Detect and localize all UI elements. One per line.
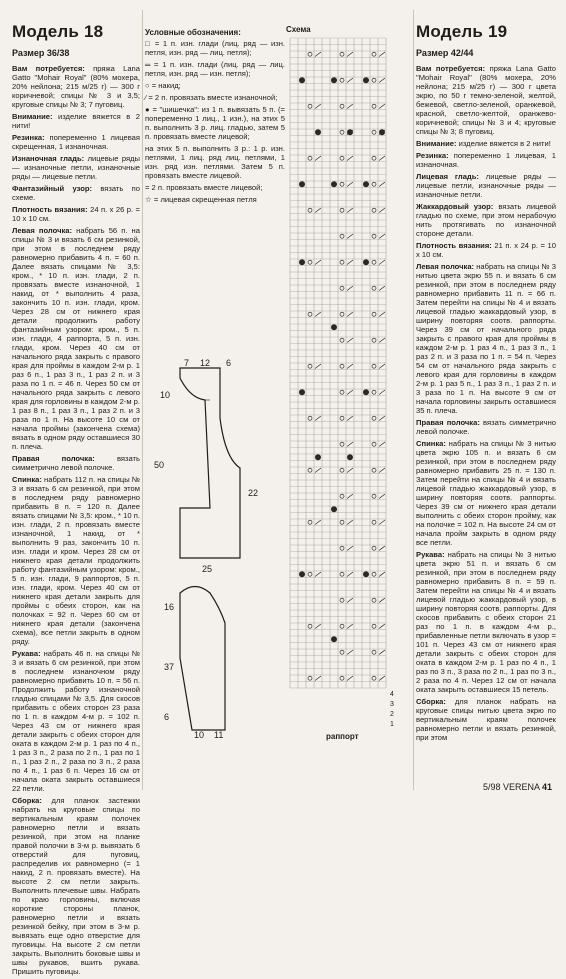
right-front-label: Правая полочка:: [416, 418, 480, 427]
row-label: 2: [390, 711, 394, 718]
decrease-symbol: [315, 676, 321, 681]
decrease-symbol: [379, 416, 385, 421]
bobble-symbol: [331, 77, 337, 83]
yarn-over-symbol: [372, 234, 376, 238]
dim-label: 11: [214, 730, 224, 738]
yarn-over-symbol: [340, 156, 344, 160]
yarn-over-symbol: [372, 650, 376, 654]
decrease-symbol: [379, 208, 385, 213]
yarn-over-symbol: [340, 52, 344, 56]
yarn-over-symbol: [340, 598, 344, 602]
yarn-over-symbol: [372, 156, 376, 160]
rib-text: попеременно 1 лицевая скрещенная, 1 изнаночная.: [12, 133, 140, 151]
purl-text: лицевые ряды — изнаночные петли, изнаночные ряды — лицевые петли.: [12, 154, 140, 181]
yarn-over-symbol: [372, 208, 376, 212]
materials-text: пряжа Lana Gatto "Mohair Royal" (80% мохера, 20% нейлона; 215 м/25 г) — 300 г коричневой; спицы № 3 и 3,5; круговые спицы № 3; 7 пуговиц.: [12, 64, 140, 109]
decrease-symbol: [315, 52, 321, 57]
vest-schematic: [180, 368, 240, 558]
decrease-symbol: [379, 156, 385, 161]
dim-label: 10: [194, 730, 205, 738]
decrease-symbol: [347, 156, 353, 161]
right-front-label: Правая полочка:: [12, 454, 95, 463]
yarn-over-symbol: [340, 286, 344, 290]
decrease-symbol: [347, 182, 353, 187]
legend-item: = 2 п. провязать вместе лицевой;: [145, 183, 263, 192]
dim-label: 37: [164, 662, 175, 672]
yarn-over-symbol: [340, 520, 344, 524]
decrease-symbol: [379, 546, 385, 551]
decrease-symbol: [379, 650, 385, 655]
yarn-over-symbol: [340, 572, 344, 576]
decrease-symbol: [315, 364, 321, 369]
note-text: изделие вяжется в 2 нити!: [12, 112, 140, 130]
yarn-over-symbol: [308, 520, 312, 524]
model-19-size: Размер 42/44: [416, 48, 474, 58]
yarn-over-symbol: [372, 130, 376, 134]
yarn-over-symbol: [372, 260, 376, 264]
dim-label: 16: [164, 602, 175, 612]
yarn-over-symbol: [372, 312, 376, 316]
stockinette-label: Лицевая гладь:: [416, 172, 479, 181]
back-text: набрать 112 п. на спицы № 3 и вязать 6 см резинкой, при этом в последнем ряду равномерно прибавить 8 п. = 120 п. Далее вязать спицами № 3,5: кром., * 10 п. изн. глади, 2 п. провязать вместе изнаночной, 1 накид, от * выполнить 9 раз, закончить 10 п. изн. глади и кром. Через 28 см от нижнего края детали продолжить работу фантазийным узором: кром., 5 п. изн. глади, 9 раппортов, 5 п. изн. глади, кром. Через 40 см от нижнего края детали закрыть для проймы с обеих сторон, как на полочках = 92 п. Через 60 см от нижнего края детали (закончена схема), все петли закрыть в одном ряду.: [12, 475, 140, 646]
rib-label: Резинка:: [416, 151, 449, 160]
density-paragraph: [416, 241, 556, 259]
right-front-text: вязать симметрично левой полочке.: [416, 418, 556, 436]
dim-label: 10: [160, 390, 171, 400]
yarn-over-symbol: [340, 104, 344, 108]
jacquard-paragraph: [416, 202, 556, 238]
back-text: набрать на спицы № 3 нитью цвета экрю 105 п. и вязать 6 см резинкой, при этом в последнем ряду равномерно прибавить 25 п. = 130 п. Затем перейти на спицы № 4 и вязать лицевой гладью жаккардовый узор, в ширину повторяя соотв. раппорты. Через 39 см от нижнего края детали выполнить с обеих сторон пройму, как на полочке = 102 п. На высоте 24 см от начала пройм закрыть в одном ряду все петли.: [416, 439, 556, 547]
legend-item: ☆ = лицевая скрещенная петля: [145, 195, 257, 204]
yarn-over-symbol: [340, 130, 344, 134]
yarn-over-symbol: [340, 208, 344, 212]
decrease-symbol: [315, 104, 321, 109]
middle-column: [145, 0, 285, 207]
decrease-symbol: [315, 468, 321, 473]
yarn-over-symbol: [308, 416, 312, 420]
decrease-symbol: [379, 390, 385, 395]
yarn-over-symbol: [372, 442, 376, 446]
decrease-symbol: [347, 676, 353, 681]
left-front-text: набрать 56 п. на спицы № 3 и вязать 6 см резинкой, при этом в последнем ряду равномерно прибавить 4 п. = 60 п. Далее вязать спицами № 3,5: кром., * 10 п. изн. глади, 2 п. провязать вместе изнаночной, 1 накид, от * выполнить 4 раза, закончить 10 п. изн. глади, кром. Через 28 см от нижнего края детали продолжить работу фантазийным узором: кром., 5 п. изн. глади, 4 раппорта, 5 п. изн. глади, кром. Через 40 см от начального ряда закрыть с правого края для проймы в каждом 2-м р. 1 раз 6 п., 1 раз 3 п., 1 раз 2 п. и 3 раза по 1 п. = 46 п. Через 50 см от начального ряда закрыть с левого края для горловины в каждом 2-м р. 1 раз 8 п., 1 раз 3 п., 1 раз 2 п. и 3 раза по 1 п. На высоте 10 см от начала проймы (закончена схема) вязать в одном ряду оставшиеся 30 п. плеча.: [12, 226, 140, 451]
decrease-symbol: [347, 338, 353, 343]
decrease-symbol: [347, 78, 353, 83]
bobble-symbol: [363, 389, 369, 395]
density-paragraph: [12, 205, 140, 223]
yarn-over-symbol: [372, 78, 376, 82]
yarn-over-symbol: [308, 208, 312, 212]
decrease-symbol: [379, 494, 385, 499]
dim-label: 25: [202, 564, 213, 574]
yarn-over-symbol: [340, 182, 344, 186]
decrease-symbol: [347, 624, 353, 629]
sleeve-schematic: [180, 587, 225, 731]
assembly-label: Сборка:: [12, 796, 42, 805]
yarn-over-symbol: [308, 676, 312, 680]
right-front-text: вязать симметрично левой полочке.: [12, 454, 140, 472]
fancy-label: Фантазийный узор:: [12, 184, 92, 193]
decrease-symbol: [315, 624, 321, 629]
yarn-over-symbol: [340, 624, 344, 628]
stockinette-text: лицевые ряды — лицевые петли, изнаночные ряды — изнаночные петли.: [416, 172, 556, 199]
decrease-symbol: [315, 572, 321, 577]
jacquard-label: Жаккардовый узор:: [416, 202, 494, 211]
yarn-over-symbol: [372, 364, 376, 368]
legend-item: ○ = накид;: [145, 81, 181, 90]
decrease-symbol: [379, 676, 385, 681]
decrease-symbol: [347, 104, 353, 109]
yarn-over-symbol: [308, 52, 312, 56]
legend-item: ● = "шишечка": из 1 п. вывязать 5 п. (= попеременно 1 лиц., 1 изн.), на этих 5 п. выполнить 3 р. лиц. гладью, затем 5 п. провязать вместе лицевой;: [145, 105, 285, 141]
bobble-symbol: [363, 259, 369, 265]
yarn-over-symbol: [308, 260, 312, 264]
yarn-over-symbol: [340, 78, 344, 82]
yarn-over-symbol: [340, 390, 344, 394]
dim-label: 50: [154, 460, 165, 470]
model-18-size: Размер 36/38: [12, 48, 70, 58]
sleeve-text: набрать на спицы № 3 нитью цвета экрю 51 п. и вязать 6 см резинкой, при этом в последнем ряду равномерно прибавить 8 п. = 59 п. Затем перейти на спицы № 4 и вязать лицевой гладью жаккардовый узор, в ширину повторяя соотв. раппорты. Для скосов прибавить с обеих сторон 21 раз по 1 п. в каждом 4-м р., прибавленные петли включать в узор = 101 п. Через 43 см от нижнего края детали закрыть с обеих сторон для оката в каждом 2-м р. 1 раз по 4 п., 1 раз по 3 п., 3 раза по 2 п., 1 раз по 3 п., 2 раза по 4 п. Через 12 см от начала оката закрыть оставшиеся 15 петель.: [416, 550, 556, 694]
note-text: изделие вяжется в 2 нити!: [458, 139, 551, 148]
left-front-text: набрать на спицы № 3 нитью цвета экрю 55 п. и вязать 6 см резинкой, при этом в последнем ряду равномерно прибавить 11 п. = 66 п. Затем перейти на спицы № 4 и вязать лицевой гладью жаккардовый узор, в ширину повторяя соотв. раппорты. Через 39 см от начального ряда закрыть с правого края для проймы в каждом 2-м р. 1 раз 4 п., 1 раз 3 п., 1 раз 2 п. и 3 раза по 1 п. = 54 п. Через 54 см от начального ряда закрыть с левого края для горловины в каждом 2-м р. 1 раз 5 п., 1 раз 3 п., 1 раз 2 п. и 3 раза по 1 п. На высоте 9 см от начала горловины закрыть оставшиеся 35 п. плеча.: [416, 262, 556, 415]
sleeve-paragraph: [12, 649, 140, 793]
model-19-column: [416, 0, 556, 745]
dim-label: 22: [248, 488, 259, 498]
bobble-symbol: [331, 181, 337, 187]
assembly-text: для планок застежки набрать на круговые спицы по вертикальным краям полочек равномерно петли и вязать резинкой, при этом на планке правой полочки в 3-м р. вывязать 6 отверстий для пуговиц, распределив их равномерно (= 1 накид, 2 п. провязать вместе). На высоте 2 см петли закрыть. Выполнить плечевые швы. Набрать по краю горловины, включая короткие стороны планок, равномерно петли и вязать резинкой бейку, при этом в 3-м р. вывязать еще одно отверстие для пуговицы. На высоте 2 см петли закрыть. Выполнить боковые швы и швы рукавов, вшить рукава. Пришить пуговицы.: [12, 796, 140, 976]
back-label: Спинка:: [416, 439, 446, 448]
yarn-over-symbol: [340, 676, 344, 680]
yarn-over-symbol: [340, 364, 344, 368]
density-label: Плотность вязания:: [12, 205, 88, 214]
legend-item: ⁄ = 2 п. провязать вместе изнаночной;: [145, 93, 278, 102]
yarn-over-symbol: [308, 572, 312, 576]
decrease-symbol: [379, 78, 385, 83]
note-paragraph: [416, 139, 556, 148]
assembly-paragraph: [416, 697, 556, 742]
yarn-over-symbol: [308, 364, 312, 368]
decrease-symbol: [379, 182, 385, 187]
yarn-over-symbol: [340, 650, 344, 654]
decrease-symbol: [379, 260, 385, 265]
decrease-symbol: [315, 260, 321, 265]
note-paragraph: [12, 112, 140, 130]
yarn-over-symbol: [372, 624, 376, 628]
bobble-symbol: [363, 77, 369, 83]
left-front-label: Левая полочка:: [416, 262, 475, 271]
materials-paragraph: [416, 64, 556, 136]
model-18-column: [12, 0, 140, 979]
decrease-symbol: [315, 312, 321, 317]
decrease-symbol: [347, 598, 353, 603]
fancy-paragraph: [12, 184, 140, 202]
bobble-symbol: [315, 129, 321, 135]
decrease-symbol: [315, 156, 321, 161]
sleeve-text: набрать 46 п. на спицы № 3 и вязать 6 см резинкой, при этом в последнем изнаночном ряду равномерно прибавить 10 п. = 56 п. Продолжить работу изнаночной гладью спицами № 3,5. Для скосов прибавить с обеих сторон 23 раза по 1 п. в каждом 4-м р. = 102 п. Через 43 см от нижнего края детали закрыть с обеих сторон для оката в каждом 2-м р. 1 раз по 4 п., 1 раз 3 п., 2 раза по 2 п., 1 раз по 1 п., 1 раз 2 п., 2 раза по 3 п., 2 раза по 4 п., 1 раз 6 п. Через 16 см от начала оката закрыть оставшиеся 22 петли.: [12, 649, 140, 793]
decrease-symbol: [347, 312, 353, 317]
decrease-symbol: [347, 546, 353, 551]
decrease-symbol: [315, 208, 321, 213]
yarn-over-symbol: [372, 338, 376, 342]
yarn-over-symbol: [340, 338, 344, 342]
purl-paragraph: [12, 154, 140, 181]
yarn-over-symbol: [340, 312, 344, 316]
sleeve-paragraph: [416, 550, 556, 694]
decrease-symbol: [347, 494, 353, 499]
yarn-over-symbol: [372, 572, 376, 576]
back-label: Спинка:: [12, 475, 42, 484]
bobble-symbol: [299, 571, 305, 577]
sleeve-label: Рукава:: [416, 550, 445, 559]
yarn-over-symbol: [340, 468, 344, 472]
right-front-paragraph: [416, 418, 556, 436]
dim-label: 12: [200, 358, 211, 368]
knitting-chart: [286, 36, 411, 736]
materials-paragraph: [12, 64, 140, 109]
legend-title: Условные обозначения:: [145, 28, 241, 37]
decrease-symbol: [379, 364, 385, 369]
yarn-over-symbol: [372, 598, 376, 602]
note-label: Внимание:: [416, 139, 457, 148]
density-text: 24 п. x 26 р. = 10 x 10 см.: [12, 205, 140, 223]
decrease-symbol: [347, 468, 353, 473]
decrease-symbol: [379, 312, 385, 317]
yarn-over-symbol: [340, 494, 344, 498]
yarn-over-symbol: [308, 312, 312, 316]
density-label: Плотность вязания:: [416, 241, 492, 250]
decrease-symbol: [347, 260, 353, 265]
dim-label: 6: [226, 358, 232, 368]
bobble-symbol: [331, 324, 337, 330]
left-front-label: Левая полочка:: [12, 226, 73, 235]
yarn-over-symbol: [372, 182, 376, 186]
decrease-symbol: [347, 572, 353, 577]
issue-label: 5/98 VERENA: [482, 782, 540, 792]
page-footer: [483, 782, 552, 792]
decrease-symbol: [347, 286, 353, 291]
decrease-symbol: [315, 416, 321, 421]
yarn-over-symbol: [372, 286, 376, 290]
yarn-over-symbol: [308, 624, 312, 628]
dim-label: 7: [184, 358, 190, 368]
materials-text: пряжа Lana Gatto "Mohair Royal" (80% мохера, 20% нейлона; 215 м/25 г) — 300 г цвета экрю, по 50 г темно-зеленой, желтой, бежевой, светло-зеленой, оранжевой, красной, светло-желтой, оранжево-коричневой; спицы № 3 и 4; круговые спицы № 3; 8 пуговиц.: [416, 64, 556, 136]
yarn-over-symbol: [372, 520, 376, 524]
rib-paragraph: [416, 151, 556, 169]
materials-label: Вам потребуется:: [416, 64, 486, 73]
decrease-symbol: [347, 650, 353, 655]
bobble-symbol: [331, 506, 337, 512]
stockinette-paragraph: [416, 172, 556, 199]
decrease-symbol: [379, 520, 385, 525]
assembly-text: для планок набрать на круговые спицы нитью цвета экрю по вертикальным краям полочек равномерно петли и вязать резинкой, при этом: [416, 697, 556, 742]
jacquard-text: вязать лицевой гладью по схеме, при этом нерабочую нить протягивать по изнаночной стороне детали.: [416, 202, 556, 238]
yarn-over-symbol: [340, 416, 344, 420]
decrease-symbol: [379, 624, 385, 629]
bobble-symbol: [363, 181, 369, 187]
decrease-symbol: [379, 572, 385, 577]
yarn-over-symbol: [372, 468, 376, 472]
garment-schematics: [150, 358, 286, 738]
yarn-over-symbol: [372, 494, 376, 498]
bobble-symbol: [347, 454, 353, 460]
legend-item: ═ = 1 п. изн. глади (лиц. ряд — лиц. петля, изн. ряд — изн. петля);: [145, 60, 285, 78]
sleeve-label: Рукава:: [12, 649, 41, 658]
back-paragraph: [12, 475, 140, 646]
yarn-over-symbol: [372, 104, 376, 108]
rapport-label: раппорт: [326, 732, 359, 741]
density-text: 21 п. x 24 р. = 10 x 10 см.: [416, 241, 556, 259]
bobble-symbol: [315, 454, 321, 460]
yarn-over-symbol: [340, 234, 344, 238]
yarn-over-symbol: [308, 156, 312, 160]
rib-text: попеременно 1 лицевая, 1 изнаночная.: [416, 151, 556, 169]
legend-extra: на этих 5 п. выполнить 3 р.: 1 р. изн. петлями, 1 лиц. ряд лиц. петлями, 1 изн. ряд изн. петлями. Затем 5 п. провязать вместе лицевой.: [145, 144, 285, 180]
decrease-symbol: [379, 104, 385, 109]
decrease-symbol: [379, 338, 385, 343]
decrease-symbol: [379, 286, 385, 291]
row-label: 4: [390, 691, 394, 698]
decrease-symbol: [347, 416, 353, 421]
bobble-symbol: [363, 571, 369, 577]
yarn-over-symbol: [372, 52, 376, 56]
page-number: 41: [541, 782, 552, 792]
decrease-symbol: [347, 234, 353, 239]
assembly-label: Сборка:: [416, 697, 446, 706]
bobble-symbol: [299, 77, 305, 83]
bobble-symbol: [299, 389, 305, 395]
note-label: Внимание:: [12, 112, 53, 121]
rib-label: Резинка:: [12, 133, 45, 142]
decrease-symbol: [347, 442, 353, 447]
left-front-paragraph: [12, 226, 140, 451]
fancy-text: вязать по схеме.: [12, 184, 140, 202]
legend-item: □ = 1 п. изн. глади (лиц. ряд — изн. петля, изн. ряд — лиц. петля);: [145, 39, 285, 57]
decrease-symbol: [347, 208, 353, 213]
yarn-over-symbol: [340, 546, 344, 550]
yarn-over-symbol: [372, 416, 376, 420]
model-18-title: Модель 18: [12, 22, 104, 41]
yarn-over-symbol: [308, 468, 312, 472]
yarn-over-symbol: [372, 546, 376, 550]
decrease-symbol: [379, 234, 385, 239]
decrease-symbol: [379, 468, 385, 473]
row-label: 1: [390, 721, 394, 728]
decrease-symbol: [379, 442, 385, 447]
purl-label: Изнаночная гладь:: [12, 154, 85, 163]
materials-label: Вам потребуется:: [12, 64, 85, 73]
yarn-over-symbol: [340, 442, 344, 446]
rib-paragraph: [12, 133, 140, 151]
decrease-symbol: [347, 52, 353, 57]
decrease-symbol: [347, 520, 353, 525]
model-19-title: Модель 19: [416, 22, 508, 41]
yarn-over-symbol: [308, 104, 312, 108]
yarn-over-symbol: [372, 390, 376, 394]
yarn-over-symbol: [372, 676, 376, 680]
decrease-symbol: [347, 390, 353, 395]
yarn-over-symbol: [340, 260, 344, 264]
row-label: 3: [390, 701, 394, 708]
bobble-symbol: [299, 259, 305, 265]
back-paragraph: [416, 439, 556, 547]
right-front-paragraph: [12, 454, 140, 472]
decrease-symbol: [379, 52, 385, 57]
assembly-paragraph: [12, 796, 140, 976]
decrease-symbol: [315, 520, 321, 525]
chart-title: Схема: [286, 25, 311, 34]
dim-label: 6: [164, 712, 170, 722]
decrease-symbol: [347, 364, 353, 369]
bobble-symbol: [331, 636, 337, 642]
left-front-paragraph: [416, 262, 556, 415]
bobble-symbol: [299, 181, 305, 187]
decrease-symbol: [379, 598, 385, 603]
